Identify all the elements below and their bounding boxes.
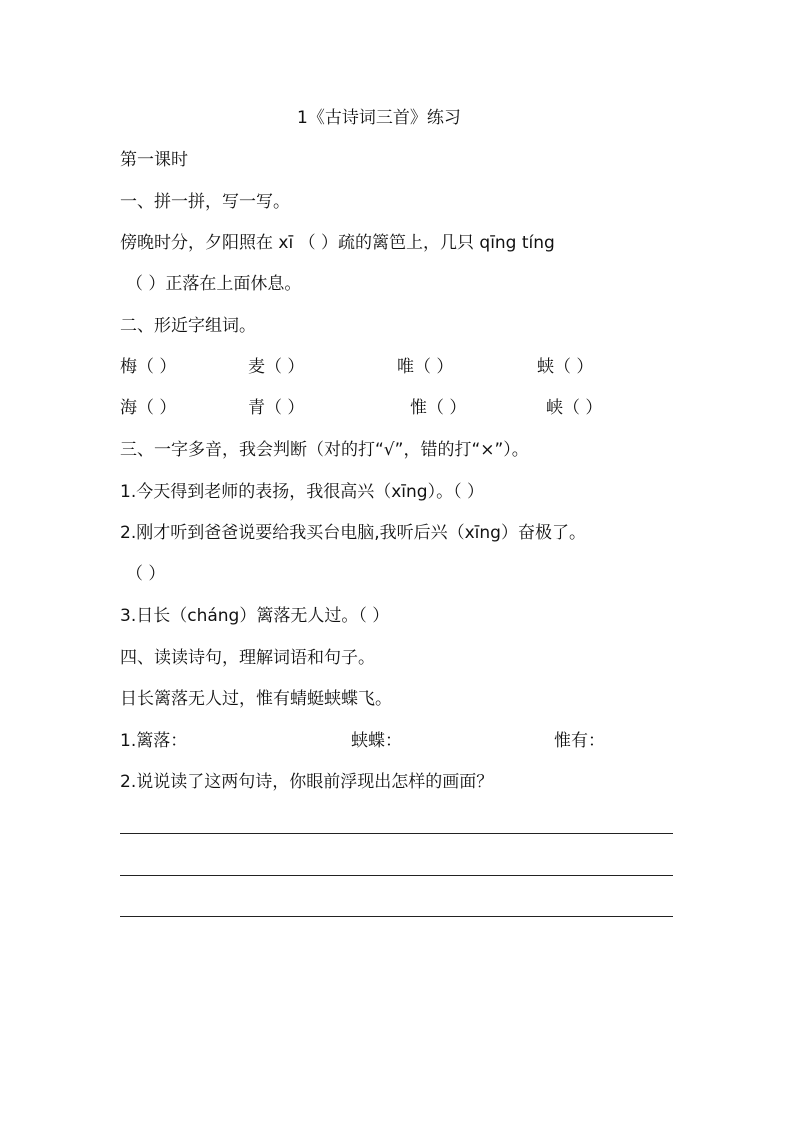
section3-question2: 2.刚才听到爸爸说要给我买台电脑,我听后兴（xīng）奋极了。 bbox=[120, 523, 586, 543]
word-item: 麦（ ） bbox=[248, 357, 305, 377]
section1-line2: （ ）正落在上面休息。 bbox=[126, 274, 302, 294]
section3-question1: 1.今天得到老师的表扬，我很高兴（xīng）。（ ） bbox=[120, 482, 484, 502]
poem-line: 日长篱落无人过，惟有蜻蜓蛱蝶飞。 bbox=[120, 689, 392, 709]
section3-question2-blank: （ ） bbox=[126, 564, 166, 584]
section2-heading: 二、形近字组词。 bbox=[120, 316, 256, 336]
word-item: 青（ ） bbox=[248, 398, 305, 418]
section4-heading: 四、读读诗句，理解词语和句子。 bbox=[120, 648, 375, 668]
word-item: 唯（ ） bbox=[397, 357, 454, 377]
term-label: 惟有： bbox=[554, 731, 605, 751]
section3-question3: 3.日长（cháng）篱落无人过。（ ） bbox=[120, 606, 390, 626]
answer-line bbox=[120, 875, 673, 876]
term-label: 1.篱落： bbox=[120, 731, 188, 751]
section1-heading: 一、拼一拼，写一写。 bbox=[120, 192, 290, 212]
answer-line bbox=[120, 916, 673, 917]
word-item: 峡（ ） bbox=[546, 398, 603, 418]
word-item: 惟（ ） bbox=[410, 398, 467, 418]
answer-line bbox=[120, 833, 673, 834]
section1-line1: 傍晚时分，夕阳照在 xī （ ）疏的篱笆上，几只 qīng tíng bbox=[120, 233, 555, 253]
page-title: 1《古诗词三首》练习 bbox=[297, 108, 461, 128]
word-item: 海（ ） bbox=[120, 398, 177, 418]
word-item: 蛱（ ） bbox=[537, 357, 594, 377]
term-label: 蛱蝶： bbox=[351, 731, 402, 751]
section3-heading: 三、一字多音，我会判断（对的打“√”，错的打“×”）。 bbox=[120, 440, 529, 460]
word-item: 梅（ ） bbox=[120, 357, 177, 377]
lesson-label: 第一课时 bbox=[120, 150, 188, 170]
section4-question2: 2.说说读了这两句诗，你眼前浮现出怎样的画面？ bbox=[120, 772, 494, 792]
